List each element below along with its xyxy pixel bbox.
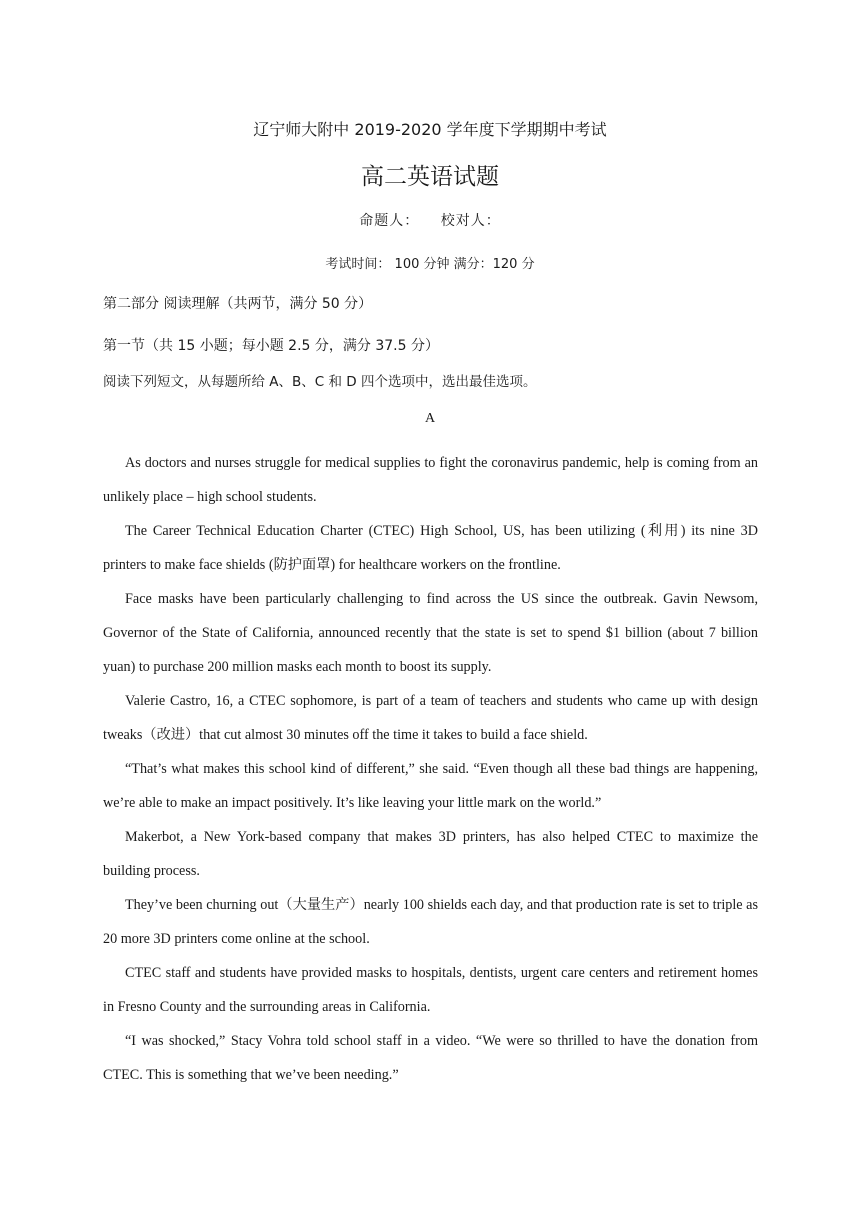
passage-paragraph: “That’s what makes this school kind of different,” she said. “Even though all these bad things are happening, we’re able to make an impact positively. It’s like leaving your little mark on the world.” — [103, 761, 758, 811]
reading-passage — [103, 446, 758, 1092]
school-title: 辽宁师大附中 2019-2020 学年度下学期期中考试 — [253, 120, 607, 139]
passage-paragraph: As doctors and nurses struggle for medical supplies to fight the coronavirus pandemic, help is coming from an unlikely place – high school students. — [103, 455, 758, 505]
part-title: 第二部分 阅读理解（共两节，满分 50 分） — [103, 296, 373, 312]
section-instructions: 阅读下列短文，从每题所给 A、B、C 和 D 四个选项中，选出最佳选项。 — [103, 374, 537, 390]
passage-paragraph: They’ve been churning out（大量生产）nearly 100 shields each day, and that production rate is set to triple as 20 more 3D printers come online at the school. — [103, 897, 758, 947]
passage-paragraph: Face masks have been particularly challenging to find across the US since the outbreak. Gavin Newsom, Governor of the State of California, announced recently that the state is set to spend $1 billion (about 7 billion yuan) to purchase 200 million masks each month to boost its supply. — [103, 591, 758, 675]
exam-title: 高二英语试题 — [361, 164, 499, 190]
setter-label: 命题人： — [359, 213, 420, 229]
exam-time-info: 考试时间： 100 分钟 满分：120 分 — [325, 257, 535, 272]
checker-label: 校对人： — [440, 213, 501, 229]
passage-paragraph: Valerie Castro, 16, a CTEC sophomore, is part of a team of teachers and students who came up with design tweaks（改进）that cut almost 30 minutes off the time it takes to build a face shield. — [103, 693, 758, 743]
section-title: 第一节（共 15 小题；每小题 2.5 分，满分 37.5 分） — [103, 338, 439, 354]
authors-line — [0, 210, 860, 230]
passage-label: A — [424, 411, 436, 426]
passage-paragraph: “I was shocked,” Stacy Vohra told school staff in a video. “We were so thrilled to have the donation from CTEC. This is something that we’ve been needing.” — [103, 1033, 758, 1083]
passage-paragraph: Makerbot, a New York-based company that makes 3D printers, has also helped CTEC to maximize the building process. — [103, 829, 758, 879]
passage-paragraph: The Career Technical Education Charter (CTEC) High School, US, has been utilizing (利用) its nine 3D printers to make face shields (防护面罩) for healthcare workers on the frontline. — [103, 523, 758, 573]
passage-paragraph: CTEC staff and students have provided masks to hospitals, dentists, urgent care centers and retirement homes in Fresno County and the surrounding areas in California. — [103, 965, 758, 1015]
